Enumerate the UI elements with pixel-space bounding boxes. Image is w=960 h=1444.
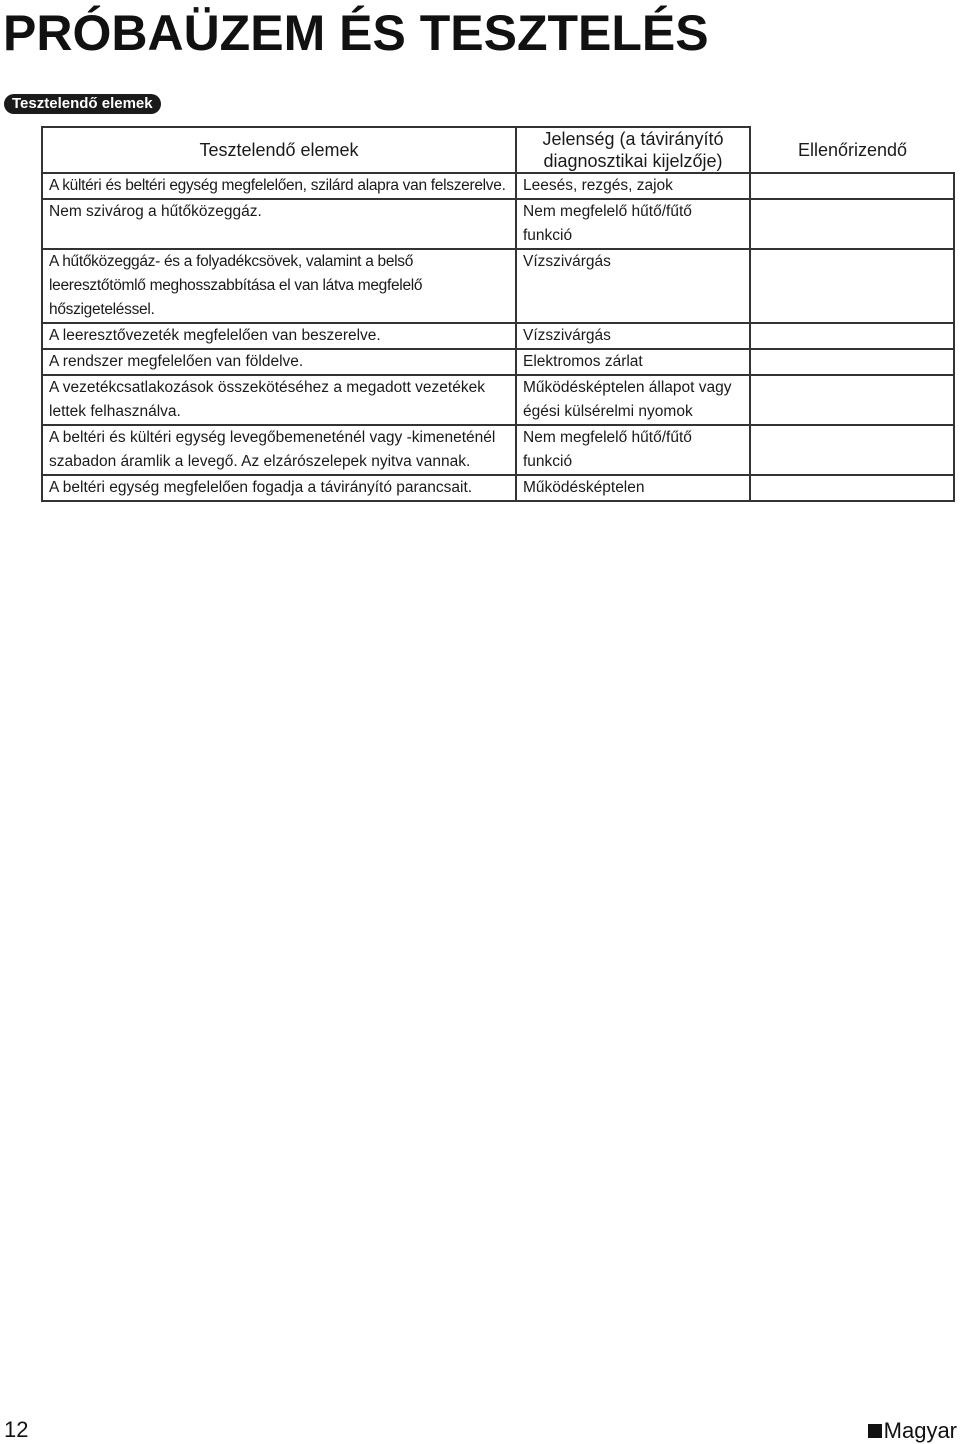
footer-language (868, 1418, 957, 1444)
row-item: A leeresztővezeték megfelelően van beszerelve. (42, 323, 516, 349)
table-row (42, 475, 954, 501)
row-check-cell[interactable] (750, 173, 954, 199)
table-header-row (42, 127, 954, 173)
row-item: A beltéri egység megfelelően fogadja a távirányító parancsait. (42, 475, 516, 501)
row-item: A vezetékcsatlakozások összekötéséhez a megadott vezetékek lettek felhasználva. (42, 375, 516, 425)
row-symptom: Vízszivárgás (516, 323, 750, 349)
page-number: 12 (4, 1417, 29, 1442)
table-row (42, 349, 954, 375)
header-symptom-line1: Jelenség (a távirányító (542, 129, 724, 149)
row-item: A kültéri és beltéri egység megfelelően, szilárd alapra van felszerelve. (42, 173, 516, 199)
test-items-table (41, 126, 955, 502)
row-symptom: Elektromos zárlat (516, 349, 750, 375)
table-row (42, 323, 954, 349)
row-check-cell[interactable] (750, 249, 954, 323)
language-label: Magyar (883, 1418, 957, 1443)
row-symptom: Működésképtelen (516, 475, 750, 501)
row-item: A hűtőközeggáz- és a folyadékcsövek, valamint a belső leeresztőtömlő meghosszabbítása el van látva megfelelő hőszigeteléssel. (42, 249, 516, 323)
header-test-items: Tesztelendő elemek (42, 127, 516, 173)
row-check-cell[interactable] (750, 475, 954, 501)
row-item: A beltéri és kültéri egység levegőbemeneténél vagy -kimeneténél szabadon áramlik a levegő. Az elzárószelepek nyitva vannak. (42, 425, 516, 475)
row-item: Nem szivárog a hűtőközeggáz. (42, 199, 516, 249)
square-bullet-icon (868, 1424, 882, 1438)
row-item: A rendszer megfelelően van földelve. (42, 349, 516, 375)
section-badge: Tesztelendő elemek (4, 94, 161, 114)
table-row (42, 199, 954, 249)
row-symptom: Leesés, rezgés, zajok (516, 173, 750, 199)
row-check-cell[interactable] (750, 425, 954, 475)
row-symptom: Vízszivárgás (516, 249, 750, 323)
row-check-cell[interactable] (750, 323, 954, 349)
row-symptom: Nem megfelelő hűtő/fűtő funkció (516, 425, 750, 475)
header-symptom-line2: diagnosztikai kijelzője) (543, 151, 723, 171)
row-symptom: Működésképtelen állapot vagy égési külsérelmi nyomok (516, 375, 750, 425)
row-check-cell[interactable] (750, 375, 954, 425)
row-check-cell[interactable] (750, 349, 954, 375)
header-symptom (516, 127, 750, 173)
table-row (42, 425, 954, 475)
page-title: PRÓBAÜZEM ÉS TESZTELÉS (3, 5, 709, 61)
table-row (42, 375, 954, 425)
row-check-cell[interactable] (750, 199, 954, 249)
table-row (42, 249, 954, 323)
row-symptom: Nem megfelelő hűtő/fűtő funkció (516, 199, 750, 249)
header-check: Ellenőrizendő (750, 127, 954, 173)
table-row (42, 173, 954, 199)
